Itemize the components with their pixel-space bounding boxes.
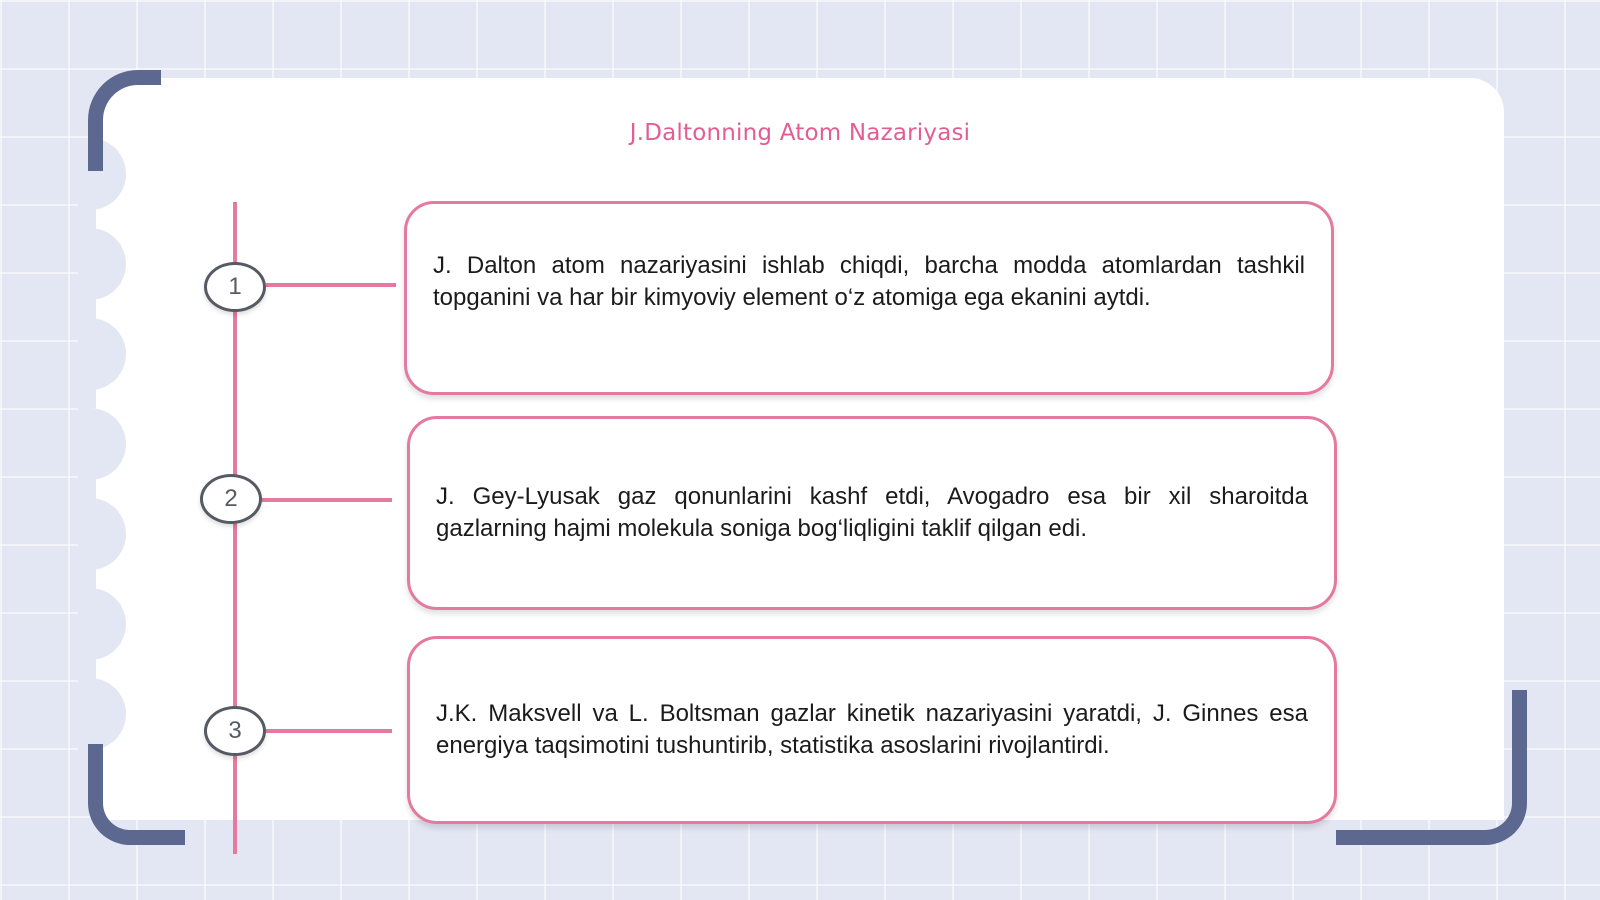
corner-bracket-bottom-right [1336,690,1527,845]
slide-title: J.Daltonning Atom Nazariyasi [629,120,971,146]
corner-bracket-bottom-left [88,744,185,845]
corner-bracket-top-left [88,70,161,171]
timeline-card-2-text: J. Gey-Lyusak gaz qonunlarini kashf etdi, Avogadro esa bir xil sharoitda gazlarning hajmi molekula soniga bog‘liqligini taklif qilgan edi. [436,483,1308,542]
timeline-connector-3 [266,729,392,733]
timeline-connector-1 [266,283,396,287]
timeline-node-1: 1 [204,262,266,312]
timeline-connector-2 [262,498,392,502]
timeline-card-3-text: J.K. Maksvell va L. Boltsman gazlar kinetik nazariyasini yaratdi, J. Ginnes esa energiya taqsimotini tushuntirib, statistika asoslarini rivojlantirdi. [436,700,1308,759]
timeline-card-2 [407,416,1337,610]
timeline-card-3 [407,636,1337,824]
timeline-card-1-text: J. Dalton atom nazariyasini ishlab chiqdi, barcha modda atomlardan tashkil topganini va har bir kimyoviy element o‘z atomiga ega ekanini aytdi. [433,252,1305,311]
timeline-card-1 [404,201,1334,395]
timeline-node-3: 3 [204,706,266,756]
timeline-node-2: 2 [200,474,262,524]
